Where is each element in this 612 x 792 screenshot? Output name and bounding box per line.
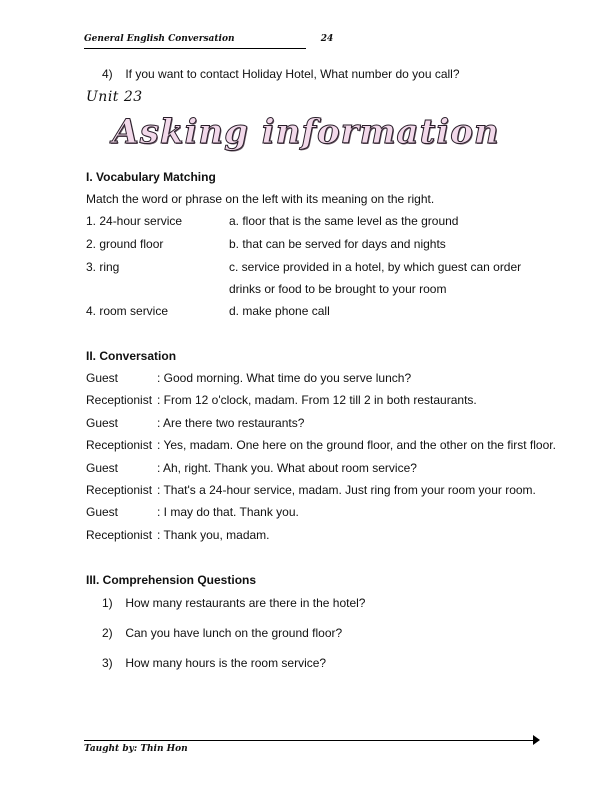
utterance: : I may do that. Thank you.	[157, 505, 299, 519]
vocabulary-meaning: d. make phone call	[229, 304, 330, 318]
vocabulary-meaning: a. floor that is the same level as the ground	[229, 214, 459, 228]
footer-rule	[84, 740, 534, 741]
speaker: Guest	[86, 461, 119, 475]
page-title: Asking information	[112, 112, 500, 152]
question-text: Can you have lunch on the ground floor?	[125, 626, 343, 640]
speaker: Receptionist	[86, 438, 153, 452]
utterance: : Are there two restaurants?	[157, 416, 305, 430]
arrow-right-icon	[533, 735, 540, 745]
speaker: Receptionist	[86, 483, 153, 497]
page-header	[84, 34, 333, 44]
utterance: : Yes, madam. One here on the ground floor, and the other on the first floor.	[157, 438, 556, 452]
utterance: : Ah, right. Thank you. What about room service?	[157, 461, 417, 475]
speaker: Guest	[86, 416, 119, 430]
page-footer: Taught by: Thin Hon	[84, 744, 188, 754]
unit-label: Unit 23	[86, 89, 143, 105]
question-number: 1)	[102, 596, 113, 610]
header-rule	[84, 48, 306, 49]
question-number: 4)	[102, 67, 113, 81]
question-text: How many restaurants are there in the hotel?	[125, 596, 366, 610]
utterance: : Good morning. What time do you serve lunch?	[157, 371, 412, 385]
vocabulary-heading: I. Vocabulary Matching	[86, 170, 216, 184]
vocabulary-word: 2. ground floor	[86, 237, 164, 251]
conversation-heading: II. Conversation	[86, 349, 177, 363]
header-page-number: 24	[320, 34, 334, 44]
vocabulary-word: 1. 24-hour service	[86, 214, 183, 228]
question-text: If you want to contact Holiday Hotel, What number do you call?	[125, 67, 460, 81]
header-title: General English Conversation	[84, 34, 235, 44]
vocabulary-word: 3. ring	[86, 260, 120, 274]
comprehension-heading: III. Comprehension Questions	[86, 573, 257, 587]
speaker: Guest	[86, 371, 119, 385]
previous-question	[102, 67, 460, 81]
utterance: : Thank you, madam.	[157, 528, 270, 542]
vocabulary-meaning: c. service provided in a hotel, by which guest can order drinks or food to be brought to your room	[229, 260, 522, 296]
utterance: : That's a 24-hour service, madam. Just ring from your room your room.	[157, 483, 536, 497]
comprehension-question	[102, 626, 342, 640]
speaker: Receptionist	[86, 393, 153, 407]
vocabulary-meaning: b. that can be served for days and nights	[229, 237, 446, 251]
utterance: : From 12 o'clock, madam. From 12 till 2 in both restaurants.	[157, 393, 477, 407]
comprehension-question	[102, 596, 365, 610]
question-number: 3)	[102, 656, 113, 670]
speaker: Guest	[86, 505, 119, 519]
speaker: Receptionist	[86, 528, 153, 542]
comprehension-question	[102, 656, 326, 670]
question-text: How many hours is the room service?	[125, 656, 327, 670]
vocabulary-instruction: Match the word or phrase on the left with its meaning on the right.	[86, 192, 435, 206]
vocabulary-word: 4. room service	[86, 304, 169, 318]
question-number: 2)	[102, 626, 113, 640]
